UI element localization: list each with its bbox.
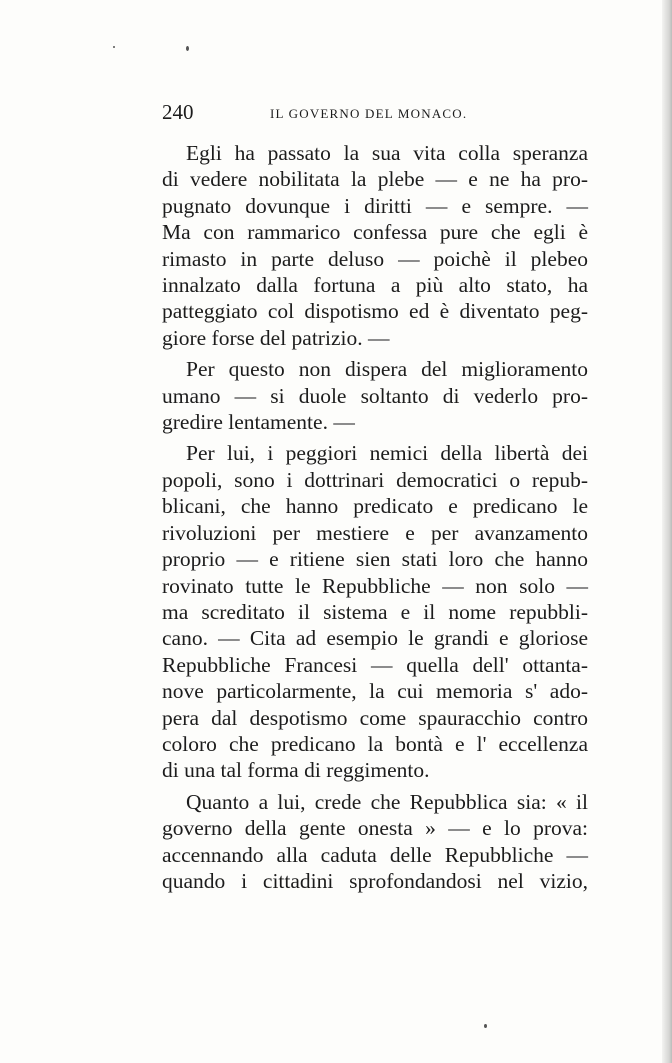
text-line: di vedere nobilitata la plebe — e ne ha pro- xyxy=(162,167,588,192)
text-line: Per questo non dispera del miglioramento xyxy=(186,357,588,382)
text-line: rimasto in parte deluso — poichè il plebeo xyxy=(162,246,588,271)
page-edge xyxy=(662,0,672,1063)
text-line: rovinato tutte le Repubbliche — non solo — xyxy=(162,573,588,598)
text-line: giore forse del patrizio. — xyxy=(162,325,390,350)
text-line: rivoluzioni per mestiere e per avanzamento xyxy=(162,520,588,545)
text-line: umano — si duole soltanto di vederlo pro- xyxy=(162,383,588,408)
text-line: Ma con rammarico confessa pure che egli è xyxy=(162,220,588,245)
text-line: pera dal despotismo come spauracchio contro xyxy=(162,705,588,730)
print-speck xyxy=(484,1024,487,1028)
text-line: popoli, sono i dottrinari democratici o repub- xyxy=(162,467,588,492)
text-line: cano. — Cita ad esempio le grandi e gloriose xyxy=(162,626,588,651)
paragraph xyxy=(162,440,588,783)
text-line: gredire lentamente. — xyxy=(162,410,355,435)
page-number: 240 xyxy=(162,100,194,124)
print-speck xyxy=(113,46,115,48)
text-line: nove particolarmente, la cui memoria s' ado- xyxy=(162,679,588,704)
text-line: innalzato dalla fortuna a più alto stato, ha xyxy=(162,273,588,298)
text-line: quando i cittadini sprofondandosi nel vizio, xyxy=(162,868,588,893)
text-line: accennando alla caduta delle Repubbliche — xyxy=(162,842,588,867)
page-header xyxy=(162,100,602,130)
print-speck xyxy=(186,46,189,51)
paragraph xyxy=(162,356,588,435)
text-line: proprio — e ritiene sien stati loro che hanno xyxy=(162,547,588,572)
text-line: governo della gente onesta » — e lo prova: xyxy=(162,816,588,841)
text-line: Egli ha passato la sua vita colla speranza xyxy=(186,141,588,165)
text-line: ma screditato il sistema e il nome repubbli- xyxy=(162,599,588,624)
text-line: coloro che predicano la bontà e l' eccellenza xyxy=(162,731,588,756)
text-line: di una tal forma di reggimento. xyxy=(162,758,430,783)
text-line: Repubbliche Francesi — quella dell' ottanta- xyxy=(162,652,588,677)
paragraph xyxy=(162,140,588,351)
text-line: pugnato dovunque i diritti — e sempre. — xyxy=(162,193,588,218)
paragraph xyxy=(162,789,588,895)
text-line: Per lui, i peggiori nemici della libertà dei xyxy=(186,441,588,466)
text-line: Quanto a lui, crede che Repubblica sia: « il xyxy=(186,789,588,814)
body-text xyxy=(162,140,588,899)
text-line: patteggiato col dispotismo ed è diventato peg- xyxy=(162,299,588,324)
running-title: IL GOVERNO DEL MONACO. xyxy=(270,106,468,121)
text-line: blicani, che hanno predicato e predicano le xyxy=(162,494,588,519)
